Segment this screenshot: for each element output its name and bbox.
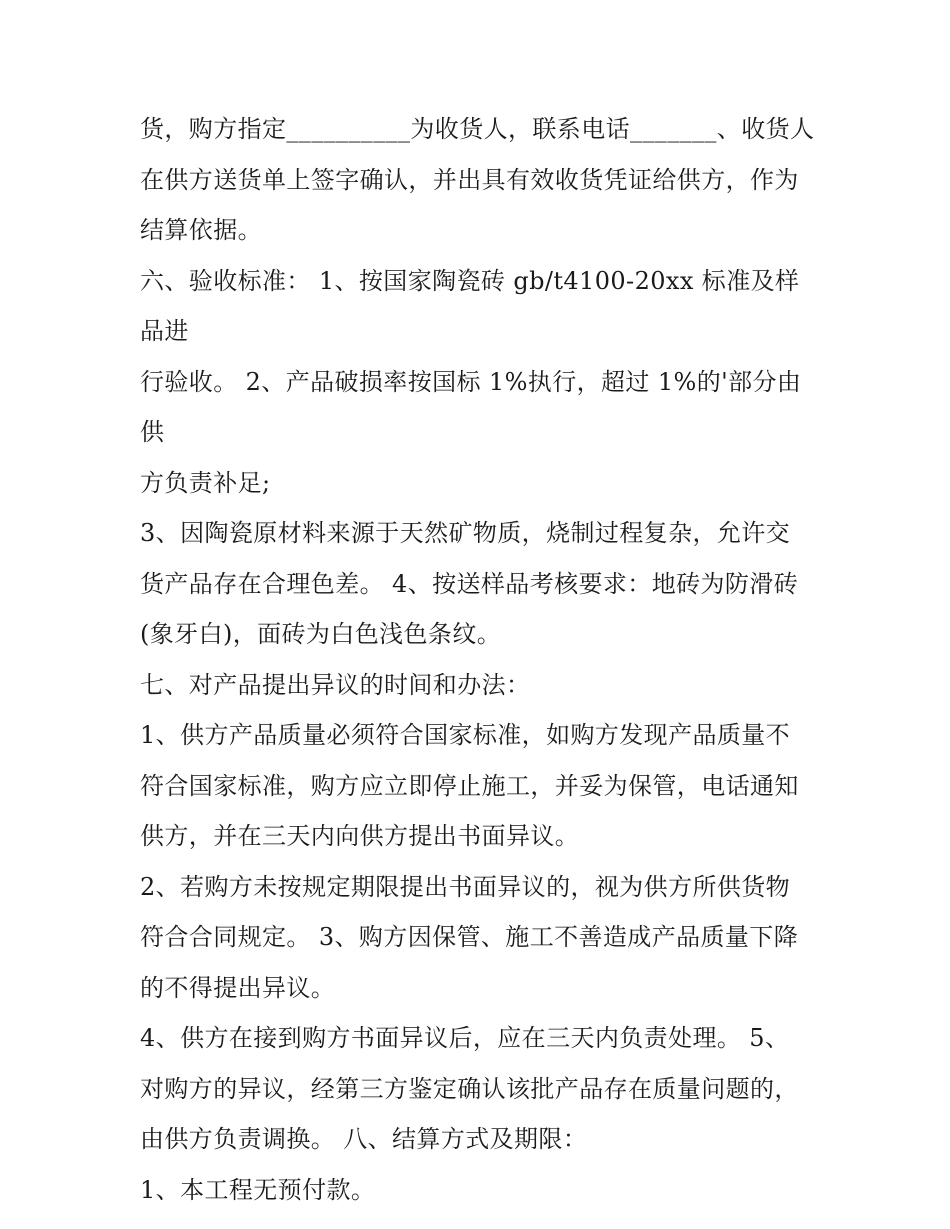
text-line: (象牙白)，面砖为白色浅色条纹。 [140,620,502,648]
text-line: 2、若购方未按规定期限提出书面异议的，视为供方所供货物 [140,872,791,901]
paragraph-delivery-receipt [140,104,820,256]
paragraph-objection-2 [140,862,820,1014]
text-line: 符合国家标准，购方应立即停止施工，并妥为保管，电话通知 [140,771,799,800]
paragraph-settlement-1 [140,1165,820,1216]
paragraph-objection-4 [140,1013,820,1165]
text-line: 结算依据。 [140,216,262,244]
text-line: 3、因陶瓷原材料来源于天然矿物质，烧制过程复杂，允许交 [140,519,791,547]
text-line: 行验收。 2、产品破损率按国标 1%执行，超过 1%的'部分由供 [140,367,802,446]
document-body [140,104,820,1215]
text-line: 七、对产品提出异议的时间和办法： [140,670,531,699]
text-line: 4、供方在接到购方书面异议后，应在三天内负责处理。 5、 [140,1024,790,1052]
text-line: 符合合同规定。 3、购方因保管、施工不善造成产品质量下降 [140,923,799,951]
text-line: 由供方负责调换。 八、结算方式及期限： [140,1125,588,1153]
text-line: 1、供方产品质量必须符合国家标准，如购方发现产品质量不 [140,721,791,749]
text-line: 供方，并在三天内向供方提出书面异议。 [140,822,580,850]
text-line: 在供方送货单上签字确认，并出具有效收货凭证给供方，作为 [140,165,799,194]
text-line: 1、本工程无预付款。 [140,1175,376,1204]
text-line: 方负责补足; [140,468,271,497]
text-line: 的不得提出异议。 [140,973,336,1002]
text-line: 货产品存在合理色差。 4、按送样品考核要求：地砖为防滑砖 [140,569,799,598]
section-heading-objections [140,660,820,711]
paragraph-color-difference [140,508,820,660]
paragraph-acceptance-standard [140,256,820,509]
paragraph-objection-1 [140,710,820,862]
text-line: 六、验收标准： 1、按国家陶瓷砖 gb/t4100-20xx 标准及样品进 [140,266,800,345]
text-line: 货，购方指定__________为收货人，联系电话_______、收货人 [140,115,815,143]
text-line: 对购方的异议，经第三方鉴定确认该批产品存在质量问题的， [140,1074,799,1103]
